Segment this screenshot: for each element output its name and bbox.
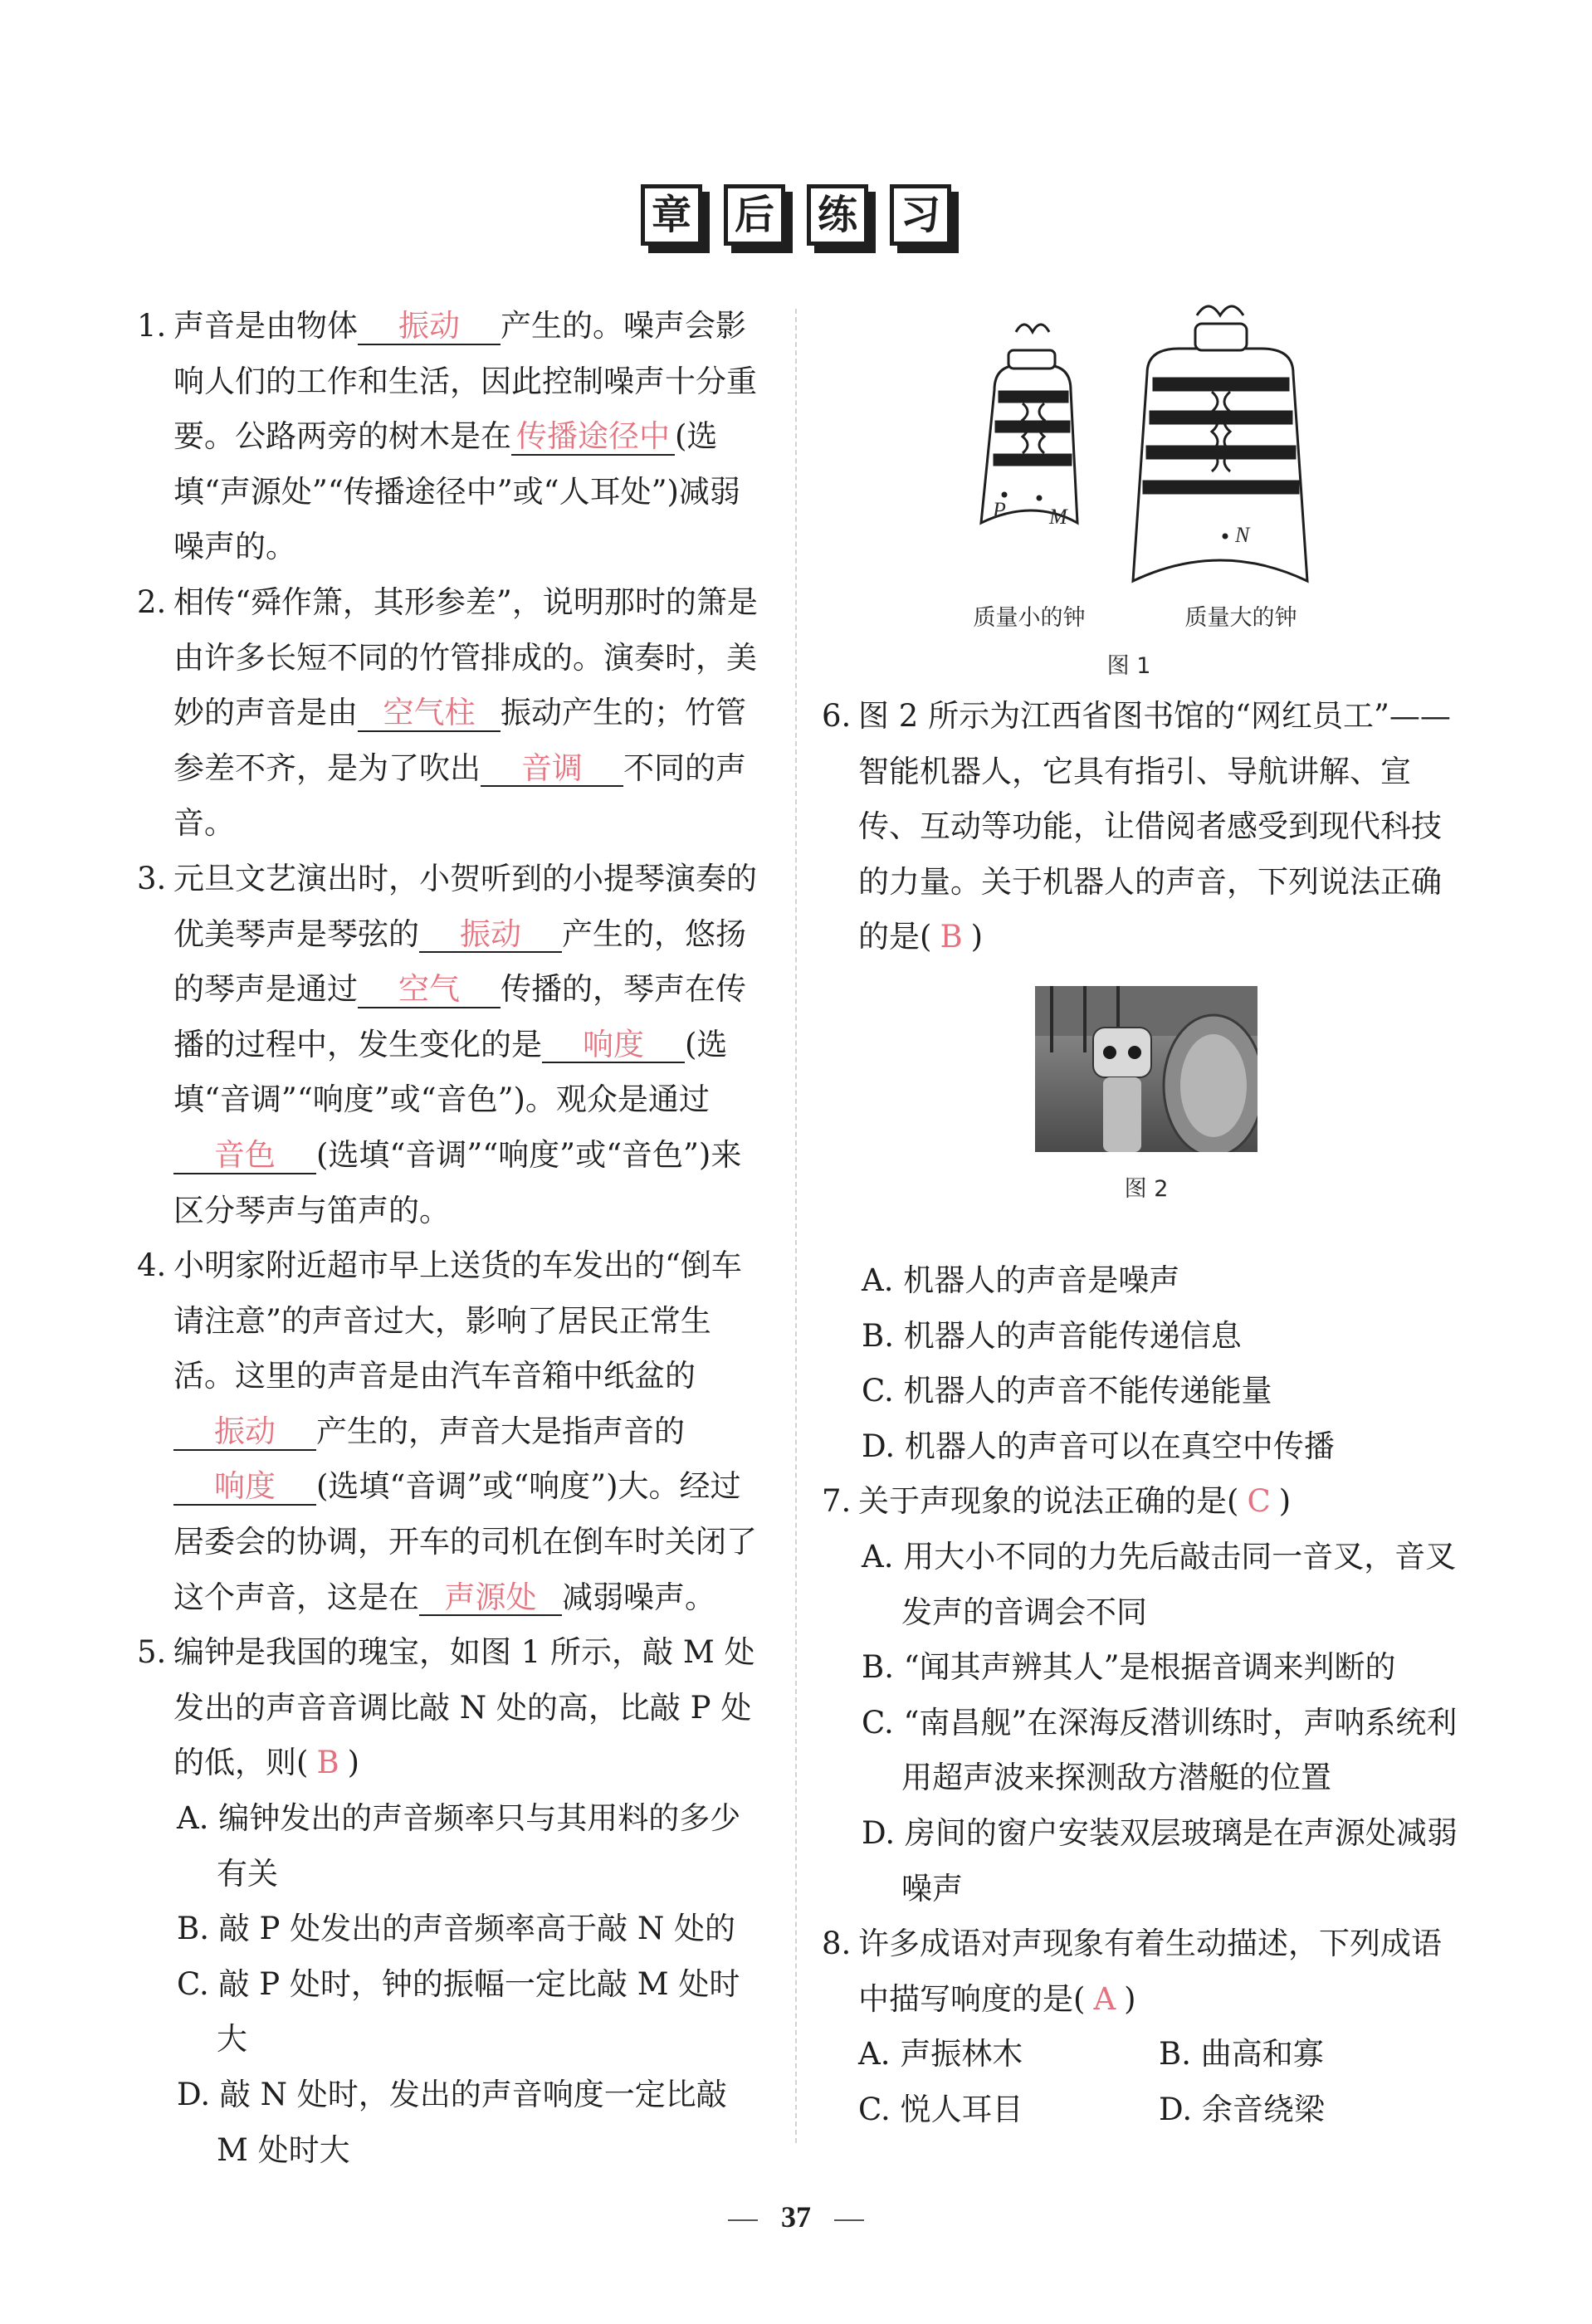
question-text: ): [970, 919, 984, 955]
title-char: 章: [641, 184, 702, 246]
option: A. 编钟发出的声音频率只与其用料的多少有关: [177, 1800, 741, 1892]
question-7: [822, 1474, 1459, 1530]
question-text: 声音是由物体: [173, 308, 358, 344]
choice-answer: B: [940, 919, 963, 955]
question-text: (选填“音调”或“响度”)大。经过居委会的协调，开车的司机在倒车时关闭了这个声音，这是在: [173, 1468, 757, 1615]
question-text: 产生的，声音大是指声音的: [316, 1413, 685, 1449]
question-number: 3.: [137, 860, 167, 896]
page-number-text: 37: [781, 2200, 811, 2234]
option: D. 余音绕梁: [1159, 2091, 1325, 2127]
question-number: 8.: [822, 1926, 852, 1962]
question-4: [137, 1238, 759, 1625]
choice-answer: A: [1093, 1980, 1116, 2017]
small-bell-label: 质量小的钟: [973, 605, 1086, 631]
robot-photo: [1035, 986, 1257, 1152]
answer-blank: 音色: [173, 1139, 316, 1174]
question-text: 许多成语对声现象有着生动描述，下列成语中描写响度的是(: [858, 1926, 1442, 2017]
figure-caption: 图 2: [1124, 1176, 1169, 1202]
question-text: (选填“音调”“响度”或“音色”)。观众是通过: [173, 1026, 728, 1118]
large-bell-label: 质量大的钟: [1184, 605, 1297, 631]
option: B. 曲高和寡: [1159, 2036, 1324, 2073]
answer-blank: 音调: [481, 752, 623, 788]
question-3: [137, 852, 759, 1238]
option: D. 机器人的声音可以在真空中传播: [862, 1428, 1335, 1464]
option: B. “闻其声辨其人”是根据音调来判断的: [862, 1649, 1396, 1686]
question-6: [822, 689, 1459, 965]
answer-blank: 空气柱: [358, 696, 501, 732]
left-column: [137, 299, 759, 2178]
question-text: 产生的。噪声会影响人们的工作和生活，因此控制噪声十分重要。公路两旁的树木是在: [173, 308, 757, 455]
question-text: 图 2 所示为江西省图书馆的“网红员工”——智能机器人，它具有指引、导航讲解、宣传、互动等功能，让借阅者感受到现代科技的力量。关于机器人的声音，下列说法正确的是(: [858, 698, 1451, 955]
question-5: [137, 1625, 759, 1791]
option: C. 机器人的声音不能传递能量: [862, 1373, 1272, 1409]
chapter-title: [0, 184, 1592, 246]
figure-caption: 图 1: [1106, 653, 1151, 679]
option: A. 声振林木: [858, 2036, 1023, 2073]
option: A. 机器人的声音是噪声: [862, 1262, 1180, 1298]
answer-blank: 振动: [173, 1415, 316, 1451]
question-number: 6.: [822, 698, 852, 734]
question-text: 不同的声音。: [173, 749, 746, 842]
option-row: [822, 2027, 1459, 2082]
option: B. 敲 P 处发出的声音频率高于敲 N 处的: [177, 1911, 736, 1947]
question-number: 4.: [137, 1247, 167, 1284]
column-divider: [795, 309, 797, 2143]
question-text: 减弱噪声。: [562, 1579, 715, 1615]
question-number: 2.: [137, 583, 167, 620]
page-number-dash: [728, 2219, 758, 2221]
question-text: 小明家附近超市早上送货的车发出的“倒车请注意”的声音过大，影响了居民正常生活。这里的声音是由汽车音箱中纸盆的: [173, 1247, 742, 1394]
question-text: 元旦文艺演出时，小贺听到的小提琴演奏的优美琴声是琴弦的: [173, 860, 757, 952]
answer-blank: 响度: [542, 1028, 685, 1064]
option: D. 房间的窗户安装双层玻璃是在声源处减弱噪声: [862, 1814, 1458, 1907]
answer-blank: 响度: [173, 1470, 316, 1506]
answer-blank: 传播途径中: [511, 420, 675, 456]
figure-1: [930, 299, 1345, 689]
option-row: [822, 2082, 1459, 2138]
question-number: 7.: [822, 1483, 852, 1520]
option: D. 敲 N 处时，发出的声音响度一定比敲 M 处时大: [177, 2077, 727, 2168]
option: C. “南昌舰”在深海反潜训练时，声呐系统利用超声波来探测敌方潜艇的位置: [862, 1704, 1458, 1796]
question-text: ): [1124, 1980, 1136, 2017]
option: B. 机器人的声音能传递信息: [862, 1317, 1242, 1354]
question-text: 相传“舜作箫，其形参差”，说明那时的箫是由许多长短不同的竹管排成的。演奏时，美妙的声音是由: [173, 583, 758, 731]
title-char: 后: [724, 184, 785, 246]
small-bell-drawing: [981, 325, 1077, 523]
title-char: 习: [890, 184, 951, 246]
large-bell-drawing: [1133, 306, 1307, 581]
question-text: (选填“音调”“响度”或“音色”)来区分琴声与笛声的。: [173, 1136, 742, 1228]
answer-blank: 振动: [358, 310, 501, 345]
question-text: 产生的，悠扬的琴声是通过: [173, 915, 746, 1008]
point-p-label: P: [993, 498, 1006, 522]
answer-blank: 振动: [419, 918, 562, 954]
option: A. 用大小不同的力先后敲击同一音叉，音叉发声的音调会不同: [862, 1538, 1457, 1630]
right-column-top: [822, 689, 1459, 965]
question-number: 1.: [137, 308, 167, 344]
question-text: 关于声现象的说法正确的是(: [858, 1483, 1239, 1520]
choice-answer: C: [1247, 1483, 1271, 1520]
question-text: ): [1278, 1483, 1292, 1520]
question-text: 编钟是我国的瑰宝，如图 1 所示，敲 M 处发出的声音音调比敲 N 处的高，比敲 P 处的低，则(: [173, 1634, 755, 1781]
question-text: 振动产生的；竹管参差不齐，是为了吹出: [173, 695, 746, 786]
option: C. 悦人耳目: [858, 2091, 1023, 2127]
option: C. 敲 P 处时，钟的振幅一定比敲 M 处时大: [177, 1965, 740, 2058]
question-number: 5.: [137, 1634, 167, 1671]
answer-blank: 空气: [358, 973, 501, 1008]
page-number: [0, 2200, 1592, 2234]
title-char: 练: [807, 184, 868, 246]
question-8: [822, 1916, 1459, 2027]
choice-answer: B: [316, 1745, 339, 1781]
figure-2: [1035, 986, 1257, 1202]
question-text: 传播的，琴声在传播的过程中，发生变化的是: [173, 971, 746, 1062]
question-1: [137, 299, 759, 575]
answer-blank: 声源处: [419, 1581, 562, 1617]
question-2: [137, 575, 759, 852]
point-m-label: M: [1049, 505, 1067, 529]
right-column-bottom: [822, 1253, 1459, 2138]
question-text: (选填“声源处”“传播途径中”或“人耳处”)减弱噪声的。: [173, 418, 740, 565]
page-number-dash: [834, 2219, 864, 2221]
question-text: ): [347, 1745, 360, 1781]
point-n-label: N: [1235, 523, 1250, 547]
